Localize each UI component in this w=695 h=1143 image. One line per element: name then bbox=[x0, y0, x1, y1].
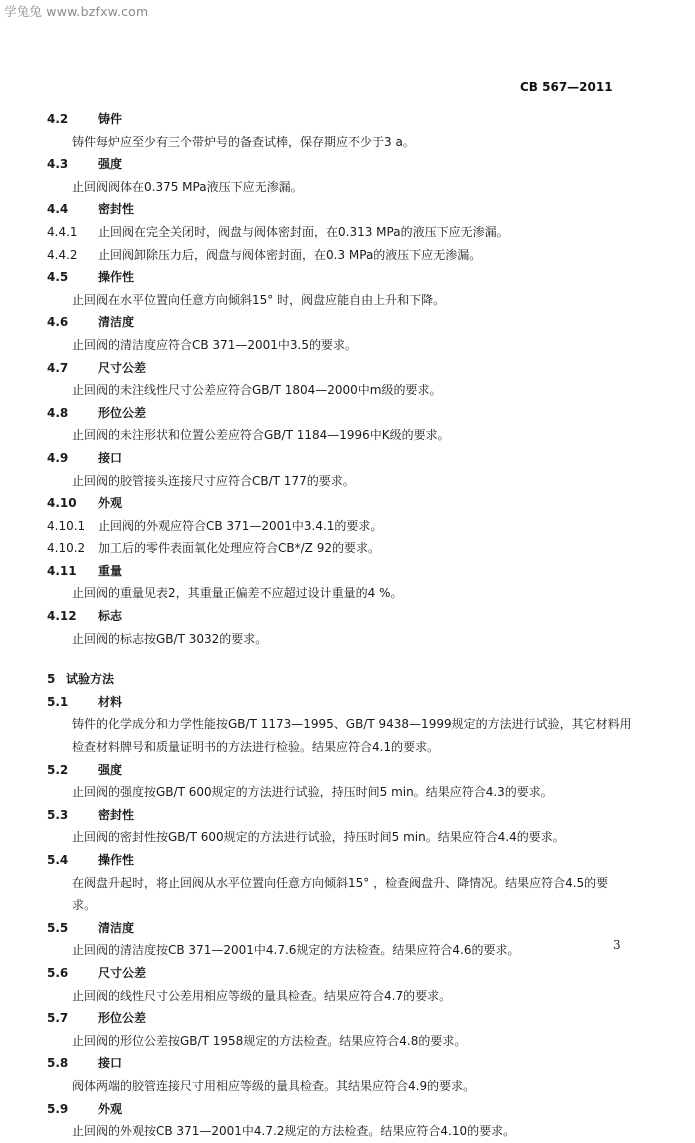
section-heading bbox=[0, 266, 695, 289]
heading-title: 外观 bbox=[98, 496, 123, 511]
clause-number: 5.2 bbox=[47, 762, 69, 777]
clause-number: 4.3 bbox=[47, 157, 69, 172]
page-number: 3 bbox=[613, 938, 621, 952]
body-paragraph: 止回阀的未注线性尺寸公差应符合GB/T 1804—2000中m级的要求。 bbox=[72, 383, 442, 398]
body-paragraph: 止回阀在水平位置向任意方向倾斜15° 时，阀盘应能自由上升和下降。 bbox=[72, 292, 446, 307]
heading-title: 重量 bbox=[98, 563, 123, 578]
heading-title: 试验方法 bbox=[66, 672, 115, 687]
heading-title: 操作性 bbox=[98, 270, 135, 285]
clause-number: 4.10.1 bbox=[47, 518, 86, 533]
document-code: CB 567—2011 bbox=[520, 80, 613, 94]
body-paragraph: 止回阀的胶管接头连接尺寸应符合CB/T 177的要求。 bbox=[72, 473, 355, 488]
watermark-text: 学兔兔 www.bzfxw.com bbox=[4, 4, 149, 19]
section-heading bbox=[0, 1052, 695, 1075]
section-heading bbox=[0, 1098, 695, 1121]
heading-title: 操作性 bbox=[98, 853, 135, 867]
clause-number: 4.8 bbox=[47, 405, 69, 420]
clause-number: 4.4.2 bbox=[47, 247, 78, 262]
heading-title: 密封性 bbox=[98, 202, 135, 217]
clause-number: 4.4.1 bbox=[47, 224, 78, 239]
clause-number: 5.6 bbox=[47, 965, 69, 980]
clause-item bbox=[0, 515, 695, 538]
body-paragraph: 止回阀阀体在0.375 MPa液压下应无渗漏。 bbox=[72, 179, 303, 194]
section-heading bbox=[0, 560, 695, 583]
body-paragraph: 止回阀的密封性按GB/T 600规定的方法进行试验，持压时间5 min。结果应符合4.4的要求。 bbox=[72, 830, 565, 845]
body-paragraph: 止回阀的外观按CB 371—2001中4.7.2规定的方法检查。结果应符合4.10的要求。 bbox=[72, 1124, 516, 1139]
clause-text: 止回阀在完全关闭时，阀盘与阀体密封面，在0.313 MPa的液压下应无渗漏。 bbox=[98, 224, 509, 239]
clause-number: 4.2 bbox=[47, 112, 69, 126]
heading-title: 密封性 bbox=[98, 807, 135, 822]
section-heading bbox=[0, 198, 695, 221]
clause-number: 5.1 bbox=[47, 694, 69, 709]
clause-item bbox=[0, 244, 695, 267]
clause-number: 4.7 bbox=[47, 360, 69, 375]
heading-title: 标志 bbox=[98, 609, 123, 624]
section-heading bbox=[0, 759, 695, 782]
section-heading bbox=[0, 402, 695, 425]
clause-number: 4.4 bbox=[47, 202, 69, 217]
heading-title: 形位公差 bbox=[98, 1011, 147, 1026]
clause-number: 4.10 bbox=[47, 496, 77, 511]
section-gap bbox=[0, 650, 695, 668]
body-paragraph: 在阀盘升起时，将止回阀从水平位置向任意方向倾斜15° ，检查阀盘升、降情况。结果应符合4.5的要求。 bbox=[72, 875, 609, 913]
clause-number: 4.12 bbox=[47, 609, 77, 624]
heading-title: 清洁度 bbox=[98, 315, 135, 330]
clause-number: 5 bbox=[47, 672, 56, 687]
body-paragraph: 止回阀的清洁度应符合CB 371—2001中3.5的要求。 bbox=[72, 337, 357, 352]
clause-number: 4.9 bbox=[47, 450, 69, 465]
clause-number: 5.8 bbox=[47, 1056, 69, 1071]
clause-number: 4.10.2 bbox=[47, 541, 86, 556]
clause-item bbox=[0, 221, 695, 244]
heading-title: 尺寸公差 bbox=[98, 360, 147, 375]
section-heading bbox=[0, 962, 695, 985]
body-paragraph: 止回阀的重量见表2，其重量正偏差不应超过设计重量的4 %。 bbox=[72, 586, 403, 601]
clause-item bbox=[0, 537, 695, 560]
clause-number: 5.9 bbox=[47, 1101, 69, 1116]
clause-number: 4.11 bbox=[47, 563, 77, 578]
heading-title: 尺寸公差 bbox=[98, 965, 147, 980]
body-paragraph: 铸件每炉应至少有三个带炉号的备查试棒，保存期应不少于3 a。 bbox=[72, 134, 415, 149]
clause-text: 止回阀的外观应符合CB 371—2001中3.4.1的要求。 bbox=[98, 518, 383, 533]
clause-text: 加工后的零件表面氧化处理应符合CB*/Z 92的要求。 bbox=[98, 541, 380, 556]
heading-title: 清洁度 bbox=[98, 920, 135, 935]
heading-title: 接口 bbox=[98, 450, 123, 465]
body-paragraph: 止回阀的线性尺寸公差用相应等级的量具检查。结果应符合4.7的要求。 bbox=[72, 988, 452, 1003]
body-paragraph: 止回阀的形位公差按GB/T 1958规定的方法检查。结果应符合4.8的要求。 bbox=[72, 1033, 467, 1048]
section-heading bbox=[0, 492, 695, 515]
section-heading bbox=[0, 1007, 695, 1030]
heading-title: 强度 bbox=[98, 157, 123, 172]
section-heading bbox=[0, 357, 695, 380]
heading-title: 铸件 bbox=[98, 112, 123, 126]
clause-number: 4.5 bbox=[47, 270, 69, 285]
heading-title: 材料 bbox=[98, 694, 123, 709]
clause-number: 4.6 bbox=[47, 315, 69, 330]
document-body bbox=[0, 108, 695, 1143]
section-heading bbox=[0, 849, 695, 872]
section-heading bbox=[0, 311, 695, 334]
clause-number: 5.7 bbox=[47, 1011, 69, 1026]
section-heading bbox=[0, 917, 695, 940]
section-heading bbox=[0, 804, 695, 827]
heading-title: 强度 bbox=[98, 762, 123, 777]
body-paragraph: 止回阀的清洁度按CB 371—2001中4.7.6规定的方法检查。结果应符合4.6的要求。 bbox=[72, 943, 520, 958]
section-heading bbox=[0, 668, 695, 691]
section-heading bbox=[0, 605, 695, 628]
body-paragraph: 止回阀的标志按GB/T 3032的要求。 bbox=[72, 631, 268, 646]
section-heading bbox=[0, 153, 695, 176]
clause-number: 5.5 bbox=[47, 920, 69, 935]
section-heading bbox=[0, 108, 695, 131]
clause-number: 5.4 bbox=[47, 853, 69, 867]
clause-text: 止回阀卸除压力后，阀盘与阀体密封面，在0.3 MPa的液压下应无渗漏。 bbox=[98, 247, 482, 262]
body-paragraph: 阀体两端的胶管连接尺寸用相应等级的量具检查。其结果应符合4.9的要求。 bbox=[72, 1078, 476, 1093]
clause-number: 5.3 bbox=[47, 807, 69, 822]
body-paragraph: 止回阀的强度按GB/T 600规定的方法进行试验，持压时间5 min。结果应符合4.3的要求。 bbox=[72, 785, 553, 800]
section-heading bbox=[0, 691, 695, 714]
heading-title: 外观 bbox=[98, 1101, 123, 1116]
heading-title: 形位公差 bbox=[98, 405, 147, 420]
section-heading bbox=[0, 447, 695, 470]
heading-title: 接口 bbox=[98, 1056, 123, 1071]
body-paragraph: 铸件的化学成分和力学性能按GB/T 1173—1995、GB/T 9438—1999规定的方法进行试验，其它材料用检查材料牌号和质量证明书的方法进行检验。结果应符合4.1的要求。 bbox=[72, 717, 632, 755]
body-paragraph: 止回阀的未注形状和位置公差应符合GB/T 1184—1996中K级的要求。 bbox=[72, 428, 450, 443]
